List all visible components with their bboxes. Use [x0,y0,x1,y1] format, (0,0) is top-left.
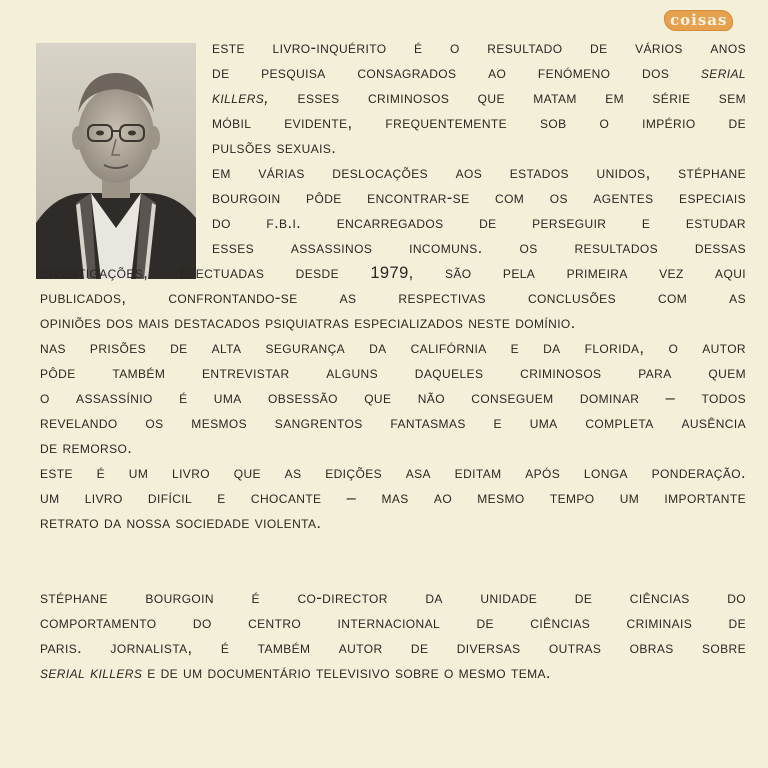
paragraph-gap [40,561,746,586]
text-line: este livro-inquérito é o resultado de vários anos [212,39,746,57]
text-line: revelando os mesmos sangrentos fantasmas e uma completa ausência [40,414,746,432]
text-line: comportamento do centro internacional de ciências criminais de [40,614,746,632]
text-line: móbil evidente, frequentemente sob o império de [212,114,746,132]
coisas-stamp: coisas [664,10,733,31]
text-line: pulsões sexuais. [212,139,337,157]
text-line: um livro difícil e chocante – mas ao mesmo tempo um importante [40,489,746,507]
text-line: bourgoin pôde encontrar-se com os agentes especiais [212,189,746,207]
paragraph-gap [40,536,746,561]
text-line: investigações, efectuadas desde 1979, são pela primeira vez aqui [40,264,746,282]
back-cover-text [40,36,746,686]
paragraph-intro [40,36,746,161]
paragraph-publisher [40,461,746,536]
paragraph-author-bio [40,586,746,686]
text-line: paris. jornalista, é também autor de diversas outras obras sobre [40,639,746,657]
text-line: retrato da nossa sociedade violenta. [40,514,322,532]
emphasis: serial killers [40,664,143,682]
text-line: de pesquisa consagrados ao fenómeno dos serial [212,64,746,82]
text-line: stéphane bourgoin é co-director da unidade de ciências do [40,589,746,607]
text-line: nas prisões de alta segurança da califórnia e da florida, o autor [40,339,746,357]
text-line: killers, esses criminosos que matam em série sem [212,89,746,107]
emphasis: killers, [212,89,270,107]
paragraph-investigations [40,161,746,336]
emphasis: serial [700,64,746,82]
text-line: do f.b.i. encarregados de perseguir e estudar [212,214,746,232]
text-line: o assassínio é uma obsessão que não conseguem dominar – todos [40,389,746,407]
paragraph-prisons [40,336,746,461]
text-line: opiniões dos mais destacados psiquiatras especializados neste domínio. [40,314,576,332]
text-line: serial killers e de um documentário televisivo sobre o mesmo tema. [40,664,551,682]
text-line: esses assassinos incomuns. os resultados dessas [212,239,746,257]
text-line: de remorso. [40,439,133,457]
text-line: em várias deslocações aos estados unidos, stéphane [212,164,746,182]
text-line: publicados, confrontando-se as respectivas conclusões com as [40,289,746,307]
text-line: este é um livro que as edições asa editam após longa ponderação. [40,464,746,482]
text-line: pôde também entrevistar alguns daqueles criminosos para quem [40,364,746,382]
